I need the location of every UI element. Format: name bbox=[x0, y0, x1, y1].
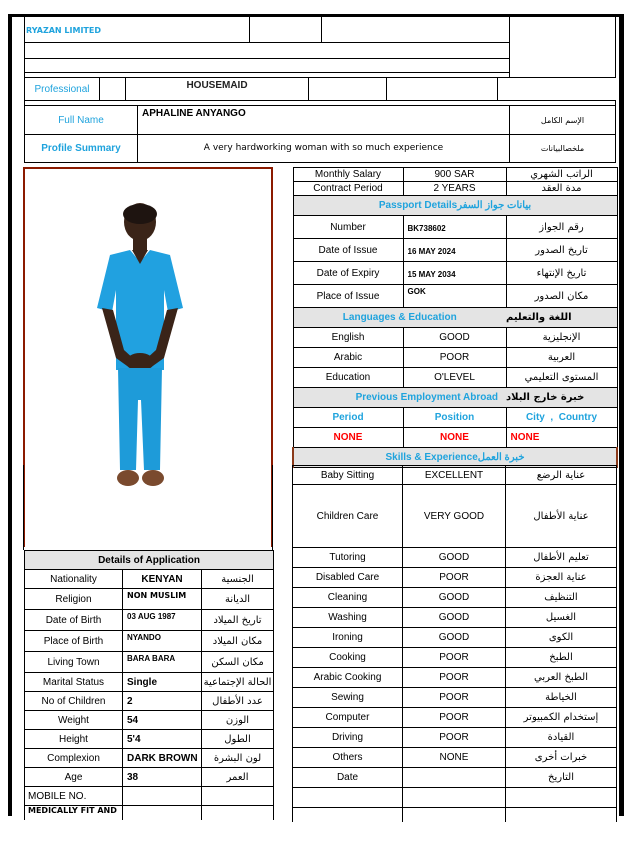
table-row bbox=[25, 711, 274, 730]
table-row bbox=[293, 548, 617, 568]
employment-title: Previous Employment Abroad bbox=[293, 388, 506, 408]
application-label-ar: الديانة bbox=[202, 589, 274, 610]
issue-date-ar: تاريخ الصدور bbox=[506, 239, 617, 262]
profile-summary-ar: ملخصالبيانات bbox=[540, 143, 585, 153]
table-row bbox=[293, 168, 617, 182]
table-row bbox=[293, 668, 617, 688]
contract-table bbox=[292, 167, 618, 468]
table-row bbox=[293, 428, 617, 448]
english-ar: الإنجليزية bbox=[506, 328, 617, 348]
table-row bbox=[293, 262, 617, 285]
professional-label: Professional bbox=[34, 83, 90, 95]
application-label: No of Children bbox=[25, 692, 123, 711]
skill-label: Baby Sitting bbox=[293, 466, 403, 485]
expiry-date-label: Date of Expiry bbox=[293, 262, 403, 285]
arabic-label: Arabic bbox=[293, 348, 403, 368]
mobile-label: MOBILE NO. bbox=[25, 787, 123, 806]
expiry-date-ar: تاريخ الإنتهاء bbox=[506, 262, 617, 285]
place-issue-ar: مكان الصدور bbox=[506, 285, 617, 308]
skill-label: Disabled Care bbox=[293, 568, 403, 588]
skill-level: POOR bbox=[403, 648, 506, 668]
person-figure-icon bbox=[80, 200, 200, 510]
skill-label-ar: عناية العجزة bbox=[506, 568, 617, 588]
application-label: Weight bbox=[25, 711, 123, 730]
contract-period-ar: مدة العقد bbox=[506, 182, 617, 196]
employment-position-value: NONE bbox=[403, 428, 506, 448]
employment-col-period: Period bbox=[293, 408, 403, 428]
application-label: Marital Status bbox=[25, 673, 123, 692]
application-label-ar: عدد الأطفال bbox=[202, 692, 274, 711]
skill-level: GOOD bbox=[403, 608, 506, 628]
skill-label-ar: الغسيل bbox=[506, 608, 617, 628]
application-value: 03 AUG 1987 bbox=[123, 610, 202, 631]
skill-level: GOOD bbox=[403, 628, 506, 648]
profile-summary-label: Profile Summary bbox=[41, 142, 121, 154]
place-issue-value: GOK bbox=[403, 285, 506, 308]
education-label: Education bbox=[293, 368, 403, 388]
skill-label: Cooking bbox=[293, 648, 403, 668]
application-label: Living Town bbox=[25, 652, 123, 673]
employment-period-value: NONE bbox=[293, 428, 403, 448]
page-border-top bbox=[8, 14, 624, 17]
contract-period-label: Contract Period bbox=[293, 182, 403, 196]
languages-title: Languages & Education bbox=[293, 308, 506, 328]
table-row bbox=[25, 806, 274, 821]
skill-label: Tutoring bbox=[293, 548, 403, 568]
table-row bbox=[293, 285, 617, 308]
skill-label: Others bbox=[293, 748, 403, 768]
section-header bbox=[25, 551, 274, 570]
table-row bbox=[293, 568, 617, 588]
salary-label: Monthly Salary bbox=[293, 168, 403, 182]
application-label: Complexion bbox=[25, 749, 123, 768]
skill-level: NONE bbox=[403, 748, 506, 768]
table-row bbox=[293, 182, 617, 196]
employment-col-position: Position bbox=[403, 408, 506, 428]
table-row bbox=[293, 239, 617, 262]
skill-label-ar: تعليم الأطفال bbox=[506, 548, 617, 568]
passport-number-label: Number bbox=[293, 216, 403, 239]
issue-date-label: Date of Issue bbox=[293, 239, 403, 262]
skill-level: GOOD bbox=[403, 588, 506, 608]
table-row bbox=[293, 748, 617, 768]
skill-label-ar: الطبخ العربي bbox=[506, 668, 617, 688]
application-value: KENYAN bbox=[123, 570, 202, 589]
table-row bbox=[293, 328, 617, 348]
table-row bbox=[293, 708, 617, 728]
skill-label-ar: التاريخ bbox=[506, 768, 617, 788]
application-label-ar: مكان الميلاد bbox=[202, 631, 274, 652]
skill-label-ar: القيادة bbox=[506, 728, 617, 748]
table-row bbox=[25, 631, 274, 652]
table-row-empty bbox=[293, 808, 617, 823]
skill-label-ar: التنظيف bbox=[506, 588, 617, 608]
skill-label-ar: الكوى bbox=[506, 628, 617, 648]
table-row bbox=[293, 368, 617, 388]
salary-ar: الراتب الشهري bbox=[506, 168, 617, 182]
section-header bbox=[293, 388, 617, 408]
mobile-ar bbox=[202, 787, 274, 806]
application-label: Age bbox=[25, 768, 123, 787]
application-value: 54 bbox=[123, 711, 202, 730]
application-value: BARA BARA bbox=[123, 652, 202, 673]
passport-number-ar: رقم الجواز bbox=[506, 216, 617, 239]
application-label-ar: الوزن bbox=[202, 711, 274, 730]
table-row bbox=[25, 589, 274, 610]
table-row bbox=[25, 730, 274, 749]
table-row bbox=[293, 466, 617, 485]
application-value: DARK BROWN bbox=[123, 749, 202, 768]
skill-label: Date bbox=[293, 768, 403, 788]
skills-table bbox=[292, 465, 617, 822]
skill-level: GOOD bbox=[403, 548, 506, 568]
application-value: NON MUSLIM bbox=[123, 589, 202, 610]
english-label: English bbox=[293, 328, 403, 348]
application-label: Height bbox=[25, 730, 123, 749]
skill-label: Children Care bbox=[293, 485, 403, 548]
skill-label: Arabic Cooking bbox=[293, 668, 403, 688]
skill-label: Washing bbox=[293, 608, 403, 628]
contract-period-value: 2 YEARS bbox=[403, 182, 506, 196]
company-name: RYAZAN LIMITED bbox=[26, 25, 101, 35]
table-row bbox=[293, 628, 617, 648]
skill-label: Cleaning bbox=[293, 588, 403, 608]
full-name-label: Full Name bbox=[58, 114, 104, 126]
table-row bbox=[25, 570, 274, 589]
application-value: NYANDO bbox=[123, 631, 202, 652]
application-label-ar: الحالة الإجتماعية bbox=[202, 673, 274, 692]
section-header bbox=[293, 196, 617, 216]
position-value: HOUSEMAID bbox=[186, 79, 248, 91]
table-row bbox=[293, 348, 617, 368]
languages-title-ar: اللغة والتعليم bbox=[506, 308, 617, 328]
table-row bbox=[293, 768, 617, 788]
skill-label-ar: الطبخ bbox=[506, 648, 617, 668]
application-label-ar: العمر bbox=[202, 768, 274, 787]
application-label-ar: تاريخ الميلاد bbox=[202, 610, 274, 631]
section-header bbox=[293, 308, 617, 328]
table-row bbox=[293, 608, 617, 628]
table-row bbox=[25, 610, 274, 631]
passport-title: Passport Detailsبيانات جواز السفر bbox=[293, 196, 617, 216]
skill-label-ar: الخياطة bbox=[506, 688, 617, 708]
skill-label: Computer bbox=[293, 708, 403, 728]
application-label-ar: الجنسية bbox=[202, 570, 274, 589]
passport-number-value: BK738602 bbox=[403, 216, 506, 239]
application-label: Date of Birth bbox=[25, 610, 123, 631]
page-border-left bbox=[8, 14, 12, 816]
salary-value: 900 SAR bbox=[403, 168, 506, 182]
candidate-photo bbox=[80, 200, 200, 510]
education-value: O'LEVEL bbox=[403, 368, 506, 388]
skill-label: Sewing bbox=[293, 688, 403, 708]
arabic-value: POOR bbox=[403, 348, 506, 368]
full-name-value: APHALINE ANYANGO bbox=[142, 107, 246, 119]
english-value: GOOD bbox=[403, 328, 506, 348]
skill-label-ar: خبرات أخرى bbox=[506, 748, 617, 768]
employment-title-ar: خبرة خارج البلاد bbox=[506, 388, 617, 408]
profile-summary-value: A very hardworking woman with so much experience bbox=[203, 143, 444, 153]
skill-label-ar: إستخدام الكمبيوتر bbox=[506, 708, 617, 728]
application-label: Religion bbox=[25, 589, 123, 610]
application-label-ar: مكان السكن bbox=[202, 652, 274, 673]
application-table bbox=[24, 550, 274, 820]
expiry-date-value: 15 MAY 2034 bbox=[403, 262, 506, 285]
skills-title: Skills & Experienceخبرة العمل bbox=[293, 448, 617, 468]
table-row bbox=[25, 673, 274, 692]
employment-col-city: City , Country bbox=[506, 408, 617, 428]
page-border-right bbox=[619, 14, 624, 816]
medical-label: MEDICALLY FIT AND bbox=[25, 806, 123, 821]
application-label-ar: الطول bbox=[202, 730, 274, 749]
application-value: 2 bbox=[123, 692, 202, 711]
skill-level: POOR bbox=[403, 688, 506, 708]
table-row bbox=[25, 652, 274, 673]
skill-level: VERY GOOD bbox=[403, 485, 506, 548]
table-row-empty bbox=[293, 788, 617, 808]
application-label-ar: لون البشرة bbox=[202, 749, 274, 768]
table-row bbox=[293, 728, 617, 748]
skill-level: POOR bbox=[403, 668, 506, 688]
table-row bbox=[25, 749, 274, 768]
full-name-ar: الإسم الكامل bbox=[540, 115, 585, 125]
employment-city-value: NONE bbox=[506, 428, 617, 448]
application-title: Details of Application bbox=[25, 551, 274, 570]
skill-label: Driving bbox=[293, 728, 403, 748]
skill-label-ar: عناية الرضع bbox=[506, 466, 617, 485]
mobile-value bbox=[123, 787, 202, 806]
skill-level: POOR bbox=[403, 568, 506, 588]
issue-date-value: 16 MAY 2024 bbox=[403, 239, 506, 262]
skill-level: EXCELLENT bbox=[403, 466, 506, 485]
table-row bbox=[25, 768, 274, 787]
table-row bbox=[293, 216, 617, 239]
table-row bbox=[293, 408, 617, 428]
skill-level: POOR bbox=[403, 708, 506, 728]
skill-label: Ironing bbox=[293, 628, 403, 648]
application-label: Place of Birth bbox=[25, 631, 123, 652]
skill-level: POOR bbox=[403, 728, 506, 748]
table-row bbox=[293, 648, 617, 668]
application-label: Nationality bbox=[25, 570, 123, 589]
table-row bbox=[25, 787, 274, 806]
application-value: 5'4 bbox=[123, 730, 202, 749]
arabic-ar: العربية bbox=[506, 348, 617, 368]
table-row bbox=[293, 485, 617, 548]
table-row bbox=[293, 588, 617, 608]
application-value: Single bbox=[123, 673, 202, 692]
application-value: 38 bbox=[123, 768, 202, 787]
education-ar: المستوى التعليمي bbox=[506, 368, 617, 388]
place-issue-label: Place of Issue bbox=[293, 285, 403, 308]
skill-label-ar: عناية الأطفال bbox=[506, 485, 617, 548]
table-row bbox=[25, 692, 274, 711]
table-row bbox=[293, 688, 617, 708]
skill-level bbox=[403, 768, 506, 788]
